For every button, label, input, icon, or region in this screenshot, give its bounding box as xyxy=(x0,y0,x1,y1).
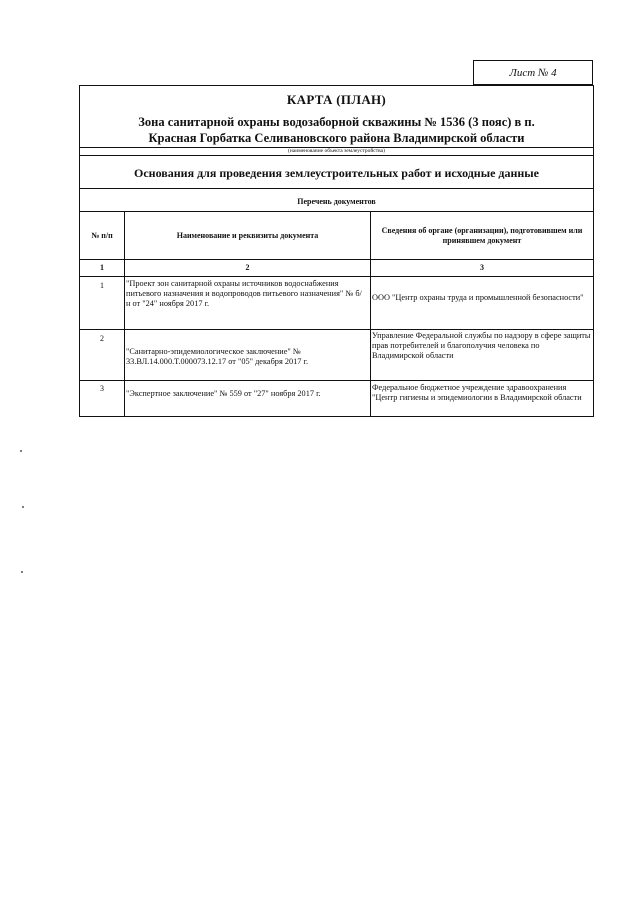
basis-heading: Основания для проведения землеустроительных работ и исходные данные xyxy=(134,166,539,180)
basis-divider xyxy=(80,188,593,189)
doc-list-heading: Перечень документов xyxy=(297,197,376,206)
row-2-divider xyxy=(80,380,593,381)
row-1-document: "Проект зон санитарной охраны источников водоснабжения питьевого назначения и водопроводов питьевого назначения" № б/н от "24" ноября 2017 г. xyxy=(126,279,362,308)
object-caption: (наименование объекта землеустройства) xyxy=(288,148,385,154)
column-separator-1 xyxy=(124,211,125,416)
column-header-org: Сведения об органе (организации), подготовившем или принявшем документ xyxy=(381,225,583,245)
caption-divider-bottom xyxy=(80,155,593,156)
column-header-num: № п/п xyxy=(91,230,113,240)
sheet-number-label: Лист № 4 xyxy=(509,66,557,79)
document-frame xyxy=(79,85,594,417)
column-separator-2 xyxy=(370,211,371,416)
scan-speck xyxy=(22,506,24,508)
row-1-organization: ООО "Центр охраны труда и промышленной безопасности" xyxy=(372,293,584,302)
row-2-organization: Управление Федеральной службы по надзору в сфере защиты прав потребителей и благополучия человека по Владимирской области xyxy=(372,331,591,360)
subtitle-line-2: Красная Горбатка Селивановского района Владимирской области xyxy=(148,131,525,145)
header-divider xyxy=(80,259,593,260)
row-2-document: "Санитарно-эпидемиологическое заключение" № 33.ВЛ.14.000.Т.000073.12.17 от "05" декабря 2017 г. xyxy=(126,347,309,366)
subtitle-line-1: Зона санитарной охраны водозаборной скважины № 1536 (3 пояс) в п. xyxy=(138,115,535,129)
column-number-3: 3 xyxy=(480,263,484,272)
row-3-num: 3 xyxy=(100,384,104,393)
scan-speck xyxy=(21,571,23,573)
column-number-2: 2 xyxy=(245,263,250,272)
row-1-divider xyxy=(80,329,593,330)
document-title: КАРТА (ПЛАН) xyxy=(286,92,387,107)
row-2-num: 2 xyxy=(100,334,104,343)
numbers-divider xyxy=(80,276,593,277)
row-1-num: 1 xyxy=(100,281,104,290)
column-number-1: 1 xyxy=(100,263,104,272)
column-header-name: Наименование и реквизиты документа xyxy=(176,230,319,240)
row-3-organization: Федеральное бюджетное учреждение здравоохранения "Центр гигиены и эпидемиологии в Владимирской области xyxy=(372,383,582,402)
scan-speck xyxy=(20,450,22,452)
row-3-document: "Экспертное заключение" № 559 от "27" ноября 2017 г. xyxy=(126,389,321,398)
document-subtitle xyxy=(90,114,583,146)
sheet-number-box xyxy=(473,60,593,85)
